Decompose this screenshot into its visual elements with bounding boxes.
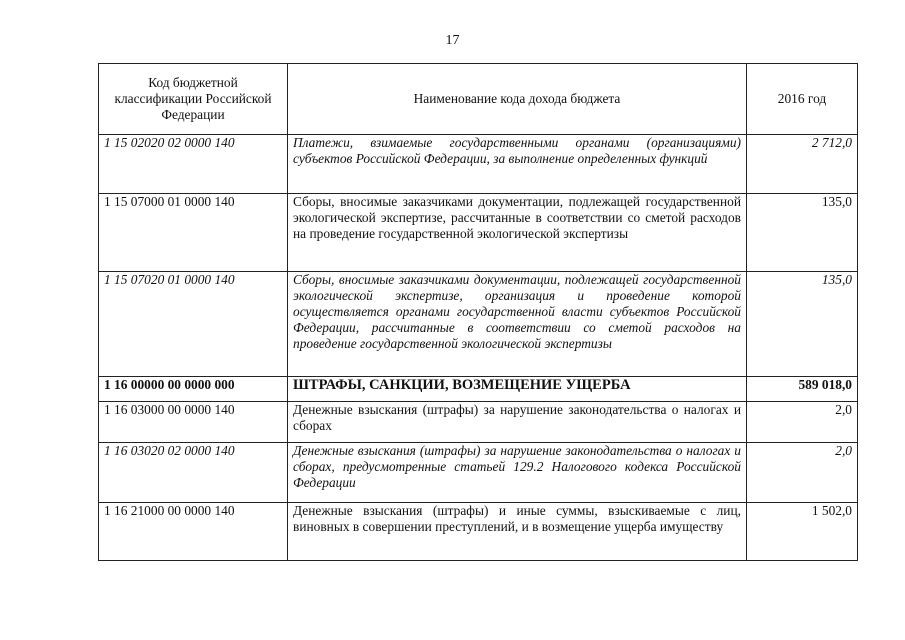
row-amount: 135,0 [747,194,858,272]
row-amount: 135,0 [747,272,858,377]
row-code: 1 15 02020 02 0000 140 [99,135,288,194]
table-row [99,377,858,402]
row-name: Денежные взыскания (штрафы) за нарушение законодательства о налогах и сборах, предусмотренные статьей 129.2 Налогового кодекса Российской Федерации [288,443,747,503]
table-row [99,503,858,561]
row-amount: 2 712,0 [747,135,858,194]
row-name: Сборы, вносимые заказчиками документации, подлежащей государственной экологической экспертизе, рассчитанные в соответствии со сметой расходов на проведение государственной экологической экспертизы [288,194,747,272]
table-row [99,135,858,194]
row-name: Сборы, вносимые заказчиками документации, подлежащей государственной экологической экспертизе, организация и проведение которой осуществляется органами государственной власти субъектов Российской Федерации, рассчитанные в соответствии со сметой расходов на проведение государственной экологической экспертизы [288,272,747,377]
header-code: Код бюджетной классификации Российской Федерации [99,64,288,135]
row-code: 1 16 03020 02 0000 140 [99,443,288,503]
table-row [99,272,858,377]
row-amount: 2,0 [747,443,858,503]
row-name: Денежные взыскания (штрафы) и иные суммы, взыскиваемые с лиц, виновных в совершении преступлений, и в возмещение ущерба имуществу [288,503,747,561]
table-row [99,443,858,503]
row-code: 1 16 21000 00 0000 140 [99,503,288,561]
table-row [99,402,858,443]
page-number: 17 [445,33,460,48]
header-amount: 2016 год [747,64,858,135]
table-header-row [99,64,858,135]
row-name: Денежные взыскания (штрафы) за нарушение законодательства о налогах и сборах [288,402,747,443]
row-amount: 589 018,0 [747,377,858,402]
table-row [99,194,858,272]
row-code: 1 15 07000 01 0000 140 [99,194,288,272]
row-code: 1 16 03000 00 0000 140 [99,402,288,443]
row-name: Платежи, взимаемые государственными органами (организациями) субъектов Российской Федерации, за выполнение определенных функций [288,135,747,194]
row-amount: 1 502,0 [747,503,858,561]
row-name: ШТРАФЫ, САНКЦИИ, ВОЗМЕЩЕНИЕ УЩЕРБА [288,377,747,402]
budget-income-table [98,63,858,561]
row-code: 1 15 07020 01 0000 140 [99,272,288,377]
row-amount: 2,0 [747,402,858,443]
row-code: 1 16 00000 00 0000 000 [99,377,288,402]
header-name: Наименование кода дохода бюджета [288,64,747,135]
